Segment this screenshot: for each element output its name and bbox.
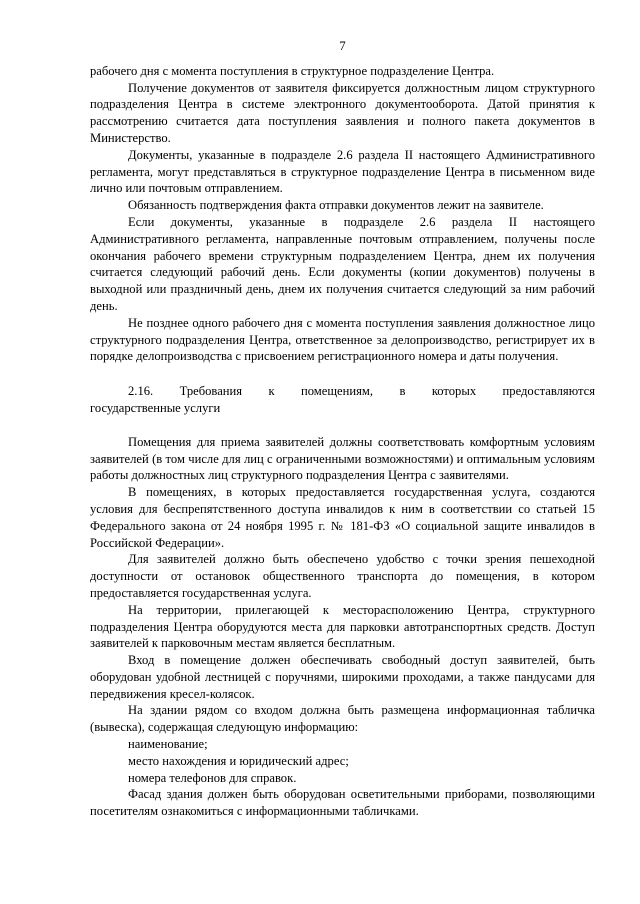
paragraph-postal-receipt: Если документы, указанные в подразделе 2.6 раздела II настоящего Административного регламента, направленные почтовым отправлением, получены после окончания рабочего времени структурным подразделением Центра, днем их получения считается следующий рабочий день. Если документы (копии документов) получены в выходной или праздничный день, днем их получения считается следующий за ним рабочий день. — [90, 214, 595, 313]
paragraph-facade: Фасад здания должен быть оборудован осветительными приборами, позволяющими посетителям ознакомиться с информационными табличками. — [90, 787, 595, 819]
list-item-name: наименование; — [128, 737, 208, 752]
list-item-phones: номера телефонов для справок. — [128, 770, 297, 785]
paragraph-pedestrian-access: Для заявителей должно быть обеспечено удобство с точки зрения пешеходной доступности от остановок общественного транспорта до помещения, в котором предоставляется государственная услуга. — [90, 552, 595, 600]
section-heading — [90, 383, 595, 417]
paragraph-premises-requirements: Помещения для приема заявителей должны соответствовать комфортным условиям заявителей (в том числе для лиц с ограниченными возможностями) и оптимальным условиям работы должностных лиц структурного подразделения Центра с заявителями. — [90, 434, 595, 483]
paragraph-proof-obligation: Обязанность подтверждения факта отправки документов лежит на заявителе. — [128, 198, 544, 213]
section-heading-line2: государственные услуги — [90, 400, 221, 415]
paragraph-parking: На территории, прилегающей к месторасположению Центра, структурного подразделения Центра оборудуются места для парковки автотранспортных средств. Доступ заявителей к парковочным местам является бесплатным. — [90, 602, 595, 651]
paragraph-disabled-access: В помещениях, в которых предоставляется государственная услуга, создаются условия для беспрепятственного доступа инвалидов к ним в соответствии со статьей 15 Федерального закона от 24 ноября 1995 г. № 181-ФЗ «О социальной защите инвалидов в Российской Федерации». — [90, 485, 595, 550]
list-item-address: место нахождения и юридический адрес; — [128, 753, 349, 768]
paragraph-registration: Не позднее одного рабочего дня с момента поступления заявления должностное лицо структурного подразделения Центра, ответственное за делопроизводство, регистрирует их в порядке делопроизводства с присвоением регистрационного номера и даты получения. — [90, 315, 595, 364]
paragraph-document-receipt: Получение документов от заявителя фиксируется должностным лицом структурного подразделения Центра в системе электронного документооборота. Датой принятия к рассмотрению считается дата поступления заявления и полного пакета документов в Министерство. — [90, 80, 595, 145]
paragraph-document-submission: Документы, указанные в подразделе 2.6 раздела II настоящего Административного регламента, могут представляться в структурное подразделение Центра в письменном виде лично или почтовым отправлением. — [90, 147, 595, 196]
section-heading-line1: 2.16. Требования к помещениям, в которых предоставляются — [128, 384, 595, 399]
paragraph-entrance: Вход в помещение должен обеспечивать свободный доступ заявителей, быть оборудован удобной лестницей с поручнями, широкими проходами, а также пандусами для передвижения кресел-колясок. — [90, 653, 595, 701]
page-number: 7 — [339, 39, 346, 53]
paragraph-continuation: рабочего дня с момента поступления в структурное подразделение Центра. — [90, 63, 495, 78]
paragraph-signboard: На здании рядом со входом должна быть размещена информационная табличка (вывеска), содержащая следующую информацию: — [90, 703, 595, 735]
